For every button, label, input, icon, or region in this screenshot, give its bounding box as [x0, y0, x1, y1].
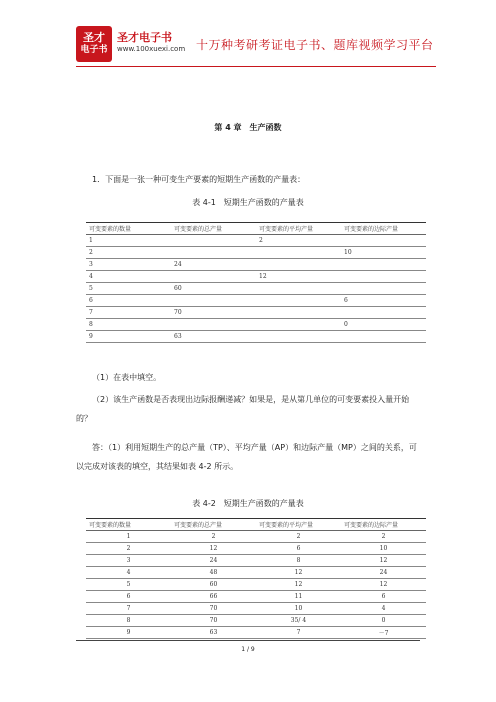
table-cell: 6	[341, 591, 426, 603]
logo-line-1: 圣才	[83, 31, 105, 44]
table2-caption: 表 4-2 短期生产函数的产量表	[192, 499, 304, 508]
table-cell: 5	[86, 579, 171, 591]
table-cell: 7	[86, 603, 171, 615]
table-cell	[341, 307, 426, 319]
brand-url[interactable]: www.100xuexi.com	[117, 45, 186, 53]
header-divider	[76, 66, 436, 67]
column-header: 可变要素的数量	[86, 223, 171, 235]
table-row	[86, 247, 426, 259]
table-4-1	[86, 222, 426, 343]
table-cell: 3	[86, 555, 171, 567]
table-cell	[171, 235, 256, 247]
table-cell: 70	[171, 307, 256, 319]
page-header	[76, 26, 436, 64]
logo-line-2: 电子书	[80, 45, 108, 55]
table-cell: 10	[341, 543, 426, 555]
table-row	[86, 555, 426, 567]
table-cell: 4	[341, 603, 426, 615]
table-cell	[341, 259, 426, 271]
table-row	[86, 235, 426, 247]
table-row	[86, 579, 426, 591]
table-cell: 12	[256, 271, 341, 283]
table-cell: －7	[341, 627, 426, 639]
table-cell: 24	[171, 555, 256, 567]
column-header: 可变要素的边际产量	[341, 519, 426, 531]
table-cell: 6	[256, 543, 341, 555]
table-cell: 1	[86, 531, 171, 543]
table-cell: 0	[341, 615, 426, 627]
table-cell: 1	[86, 235, 171, 247]
table-cell	[256, 295, 341, 307]
table-row	[86, 271, 426, 283]
table-cell: 66	[171, 591, 256, 603]
table-cell: 35/ 4	[256, 615, 341, 627]
column-header: 可变要素的平均产量	[256, 223, 341, 235]
table-cell: 48	[171, 567, 256, 579]
table-cell: 4	[86, 271, 171, 283]
table-cell	[341, 283, 426, 295]
table-header-row	[86, 519, 426, 531]
header-slogan: 十万种考研考证电子书、题库视频学习平台	[196, 38, 434, 52]
table-cell: 12	[341, 579, 426, 591]
table-cell	[256, 259, 341, 271]
table-cell: 6	[341, 295, 426, 307]
table-cell: 8	[86, 319, 171, 331]
table-cell: 63	[171, 331, 256, 343]
table-cell: 10	[341, 247, 426, 259]
table-cell	[171, 319, 256, 331]
table-row	[86, 307, 426, 319]
table1-caption: 表 4-1 短期生产函数的产量表	[192, 198, 304, 207]
table-cell: 6	[86, 295, 171, 307]
column-header: 可变要素的总产量	[171, 519, 256, 531]
table-cell: 12	[341, 555, 426, 567]
sub-question-2: （2）该生产函数是否表现出边际报酬递减？如果是，是从第几单位的可变要素投入量开始的？	[76, 395, 410, 423]
table-cell: 60	[171, 579, 256, 591]
table-cell: 11	[256, 591, 341, 603]
table-cell	[256, 331, 341, 343]
table-cell	[171, 295, 256, 307]
table-cell: 10	[256, 603, 341, 615]
table-cell: 63	[171, 627, 256, 639]
table-row	[86, 603, 426, 615]
table-cell: 7	[86, 307, 171, 319]
table-cell	[256, 307, 341, 319]
question-text: 1．下面是一张一种可变生产要素的短期生产函数的产量表：	[92, 175, 306, 184]
brand-logo	[76, 26, 112, 62]
table-cell: 8	[86, 615, 171, 627]
table-cell	[171, 271, 256, 283]
column-header: 可变要素的边际产量	[341, 223, 426, 235]
table-cell: 5	[86, 283, 171, 295]
table-cell: 8	[256, 555, 341, 567]
table-cell: 7	[256, 627, 341, 639]
table-cell: 9	[86, 331, 171, 343]
table-cell	[256, 319, 341, 331]
column-header: 可变要素的平均产量	[256, 519, 341, 531]
table-cell	[171, 247, 256, 259]
table-cell: 12	[256, 579, 341, 591]
table-row	[86, 543, 426, 555]
table-cell	[256, 283, 341, 295]
brand-name: 圣才电子书	[117, 31, 172, 44]
table-cell: 12	[171, 543, 256, 555]
table-header-row	[86, 223, 426, 235]
table-cell: 70	[171, 603, 256, 615]
chapter-title: 第 4 章 生产函数	[214, 123, 282, 132]
table-row	[86, 627, 426, 639]
table-cell: 12	[256, 567, 341, 579]
table-cell	[341, 331, 426, 343]
table-row	[86, 615, 426, 627]
table-cell: 24	[171, 259, 256, 271]
table-cell: 2	[341, 531, 426, 543]
table-row	[86, 283, 426, 295]
page-number: 1 / 9	[241, 646, 255, 653]
table-cell: 2	[86, 543, 171, 555]
table-4-2	[86, 518, 426, 639]
answer-text: 答：（1）利用短期生产的总产量（TP）、平均产量（AP）和边际产量（MP）之间的关系，可以完成对该表的填空，其结果如表 4-2 所示。	[76, 443, 417, 471]
table-cell: 24	[341, 567, 426, 579]
table-cell: 2	[86, 247, 171, 259]
table-cell	[256, 247, 341, 259]
table-cell: 2	[256, 531, 341, 543]
table-row	[86, 531, 426, 543]
table-row	[86, 259, 426, 271]
table-row	[86, 295, 426, 307]
table-cell: 0	[341, 319, 426, 331]
column-header: 可变要素的总产量	[171, 223, 256, 235]
table-row	[86, 331, 426, 343]
table-cell: 60	[171, 283, 256, 295]
footer-divider	[76, 640, 420, 641]
table-cell	[341, 271, 426, 283]
table-row	[86, 567, 426, 579]
table-row	[86, 319, 426, 331]
table-cell: 2	[256, 235, 341, 247]
table-row	[86, 591, 426, 603]
table-cell: 4	[86, 567, 171, 579]
table-cell: 9	[86, 627, 171, 639]
table-cell	[341, 235, 426, 247]
table-cell: 70	[171, 615, 256, 627]
column-header: 可变要素的数量	[86, 519, 171, 531]
table-cell: 6	[86, 591, 171, 603]
table-cell: 2	[171, 531, 256, 543]
sub-question-1: （1）在表中填空。	[92, 373, 162, 382]
table-cell: 3	[86, 259, 171, 271]
